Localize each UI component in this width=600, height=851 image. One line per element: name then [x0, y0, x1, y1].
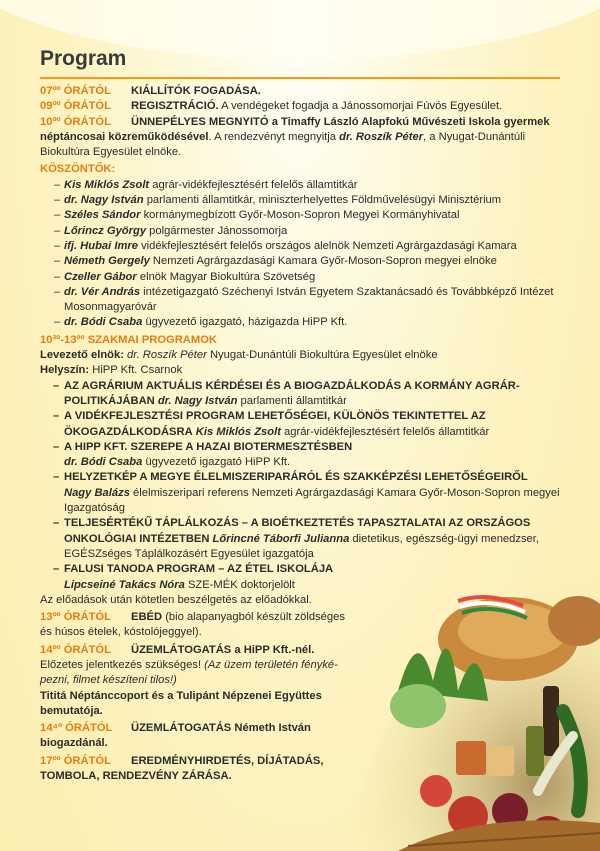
talk-speaker: Lipcseiné Takács Nóra — [64, 578, 185, 591]
greetings-list — [40, 178, 560, 331]
person-role: Nemzeti Agrárgazdasági Kamara Győr-Moson-Sopron megyei elnöke — [149, 255, 497, 268]
tour2-line2: biogazdánál. — [40, 737, 108, 750]
schedule-item — [40, 84, 560, 99]
professional-programs-heading: 10³º-13ºº SZAKMAI PROGRAMOK — [40, 333, 217, 346]
schedule-time: 13ºº ÓRÁTÓL — [40, 611, 111, 624]
list-item — [40, 208, 560, 223]
schedule-time: 17ºº ÓRÁTÓL — [40, 754, 111, 767]
opening-text2: , a Nyugat-Dunántúli — [423, 130, 526, 143]
talk-speaker: Nagy Balázs — [64, 486, 130, 499]
schedule-title: KIÁLLÍTÓK FOGADÁSA. — [131, 85, 261, 97]
moderator-name: dr. Roszík Péter — [123, 349, 207, 362]
talk-item — [40, 379, 534, 410]
tour-note-text: Előzetes jelentkezés szükséges! — [40, 658, 202, 671]
person-role: vidékfejlesztésért felelős országos alelnök Nemzeti Agrárgazdasági Kamara — [137, 239, 517, 252]
talk-item — [40, 440, 560, 455]
list-item — [40, 224, 560, 239]
talk-title: A VIDÉKFEJLESZTÉSI PROGRAM LEHETŐSÉGEI, KÜLÖNÖS TEKINTETTEL AZ ÖKOGAZDÁLKODÁSRA — [64, 410, 486, 438]
person-name: ifj. Hubai Imre — [64, 239, 138, 252]
final-item — [40, 754, 560, 769]
schedule-time: 14⁴º ÓRÁTÓL — [40, 722, 113, 735]
moderator-label: Levezető elnök: — [40, 349, 124, 362]
talk-title: FALUSI TANODA PROGRAM – AZ ÉTEL ISKOLÁJA — [64, 563, 334, 576]
program-content — [40, 84, 560, 784]
list-item — [40, 193, 560, 208]
schedule-title: REGISZTRÁCIÓ. — [131, 100, 219, 113]
schedule-time: 10ºº ÓRÁTÓL — [40, 115, 111, 128]
dance-line1: Tititá Néptáncсoport és a Tulipánt Népzenei Együttes — [40, 689, 322, 702]
opening-text: . A rendezvényt megnyitja — [208, 130, 340, 143]
list-item — [40, 239, 560, 254]
schedule-time: 07ºº ÓRÁTÓL — [40, 85, 111, 97]
talk-speaker-role: ügyvezető igazgató HiPP Kft. — [142, 456, 291, 469]
person-name: dr. Bódi Csaba — [64, 316, 143, 329]
talk-title: TELJESÉRTÉKŰ TÁPLÁLKOZÁS – A BIOÉTKEZTETÉS TAPASZTALATAI AZ ORSZÁGOS ONKOLÓGIAI INTÉZETBEN — [64, 517, 531, 545]
person-name: Czeller Gábor — [64, 270, 137, 283]
opening-person: dr. Roszík Péter — [339, 130, 424, 143]
talk-speaker-role: parlamenti államtitkár — [237, 394, 347, 407]
talk-title: HELYZETKÉP A MEGYE ÉLELMISZERIPARÁRÓL ÉS SZAKKÉPZÉSI LEHETŐSÉGEIRŐL — [64, 471, 528, 484]
talk-title: AZ AGRÁRIUM AKTUÁLIS KÉRDÉSEI ÉS A BIOGAZDÁLKODÁS A KORMÁNY AGRÁR-POLITIKÁJÁBAN — [64, 379, 520, 407]
title-divider — [40, 77, 560, 79]
talk-speaker-line — [40, 486, 564, 517]
talks-list — [40, 379, 560, 593]
talk-speaker-line — [40, 578, 560, 593]
lunch-text2: és húsos ételek, kóstolójeggyel). — [40, 626, 202, 639]
schedule-time: 09ºº ÓRÁTÓL — [40, 100, 111, 113]
list-item — [40, 270, 560, 285]
opening-continuation — [40, 130, 560, 145]
tour-title: ÜZEMLÁTOGATÁS a HiPP Kft.-nél. — [131, 643, 315, 656]
person-name: Széles Sándor — [64, 209, 141, 222]
opening-line3: Biokultúra Egyesület elnöke. — [40, 146, 182, 159]
talk-speaker: Lőrincné Táborfi Julianna — [209, 532, 350, 545]
tour2-item — [40, 721, 560, 736]
person-name: Kis Miklós Zsolt — [64, 178, 150, 191]
person-name: dr. Vér András — [64, 285, 141, 298]
moderator-line — [40, 348, 560, 363]
talk-speaker: dr. Bódi Csaba — [64, 456, 143, 469]
talk-item — [40, 562, 560, 577]
page-title: Program — [40, 47, 127, 70]
person-role: polgármester Jánossomorja — [146, 224, 288, 237]
venue-label: Helyszín: — [40, 364, 90, 377]
talk-item — [40, 409, 534, 440]
person-role: ügyvezető igazgató, házigazda HiPP Kft. — [142, 316, 348, 329]
person-role: intézetigazgató Széchenyi István Egyetem Szaktanácsadó és Továbbképző Intézet Mosonmagyaróvár — [64, 285, 554, 314]
person-name: Németh Gergely — [64, 255, 150, 268]
moderator-role: Nyugat-Dunántúli Biokultúra Egyesület elnöke — [206, 349, 438, 362]
lunch-item — [40, 610, 560, 625]
talk-speaker-line — [40, 455, 560, 470]
talk-item — [40, 516, 544, 562]
talk-title: A HIPP KFT. SZEREPE A HAZAI BIOTERMESZTÉSBEN — [64, 440, 353, 453]
talk-speaker: Kis Miklós Zsolt — [192, 425, 281, 438]
tour-note — [40, 658, 560, 673]
talk-item — [40, 470, 560, 485]
schedule-title: ÜNNEPÉLYES MEGNYITÓ a Timaffy László Alapfokú Művészeti Iskola gyermek — [131, 115, 550, 128]
venue-name: HiPP Kft. Csarnok — [89, 364, 183, 377]
lunch-text: (bio alapanyagból készült zöldséges — [162, 611, 345, 624]
lunch-title: EBÉD — [131, 611, 163, 624]
talk-speaker-role: agrár-vidékfejlesztésért felelős államtitkár — [280, 425, 490, 438]
schedule-text: A vendégeket fogadja a Jánossomorjai Fúvós Egyesület. — [218, 100, 503, 113]
final-line2: TOMBOLA, RENDEZVÉNY ZÁRÁSA. — [40, 770, 232, 783]
person-role: parlamenti államtitkár, miniszterhelyettes Földművelésügyi Minisztérium — [143, 194, 502, 207]
list-item — [40, 315, 560, 330]
dance-line2: bemutatója. — [40, 704, 103, 717]
tour2-host: Németh István — [231, 722, 311, 735]
schedule-time: 14ºº ÓRÁTÓL — [40, 643, 111, 656]
tour-note-italic: (Az üzem területén fényké- — [201, 658, 338, 671]
talk-speaker-role: SZE-MÉK doktorjelölt — [184, 578, 295, 591]
greetings-heading: KÖSZÖNTŐK: — [40, 163, 116, 176]
tour-item — [40, 643, 560, 658]
opening-bold: néptáncosai közreműködésével — [40, 130, 209, 143]
list-item — [40, 285, 560, 316]
talk-speaker-role: élelmiszeripari referens Nemzeti Agrárgazdasági Kamara Győr-Moson-Sopron megyei Igazgatóság — [64, 486, 560, 515]
final-title: EREDMÉNYHIRDETÉS, DÍJÁTADÁS, — [131, 754, 324, 767]
tour2-title: ÜZEMLÁTOGATÁS — [131, 722, 232, 735]
tour-note-line2: pezni, filmet készíteni tilos!) — [40, 674, 177, 687]
talk-speaker-role: dietetikus, egészség-ügyi menedzser, EGÉSZséges Táplálkozásért Egyesület igazgatója — [64, 532, 539, 560]
list-item — [40, 178, 560, 193]
list-item — [40, 254, 560, 269]
person-role: agrár-vidékfejlesztésért felelős államtitkár — [149, 178, 358, 191]
schedule-item — [40, 99, 560, 114]
venue-line — [40, 363, 560, 378]
person-role: kormánymegbízott Győr-Moson-Sopron Megyei Kormányhivatal — [140, 209, 460, 222]
schedule-item — [40, 115, 560, 130]
discussion-note: Az előadások után kötetlen beszélgetés az előadókkal. — [40, 593, 312, 606]
person-name: Lőrincz György — [64, 224, 147, 237]
person-name: dr. Nagy István — [64, 194, 144, 207]
talk-speaker: dr. Nagy István — [154, 394, 238, 407]
person-role: elnök Magyar Biokultúra Szövetség — [136, 270, 316, 283]
